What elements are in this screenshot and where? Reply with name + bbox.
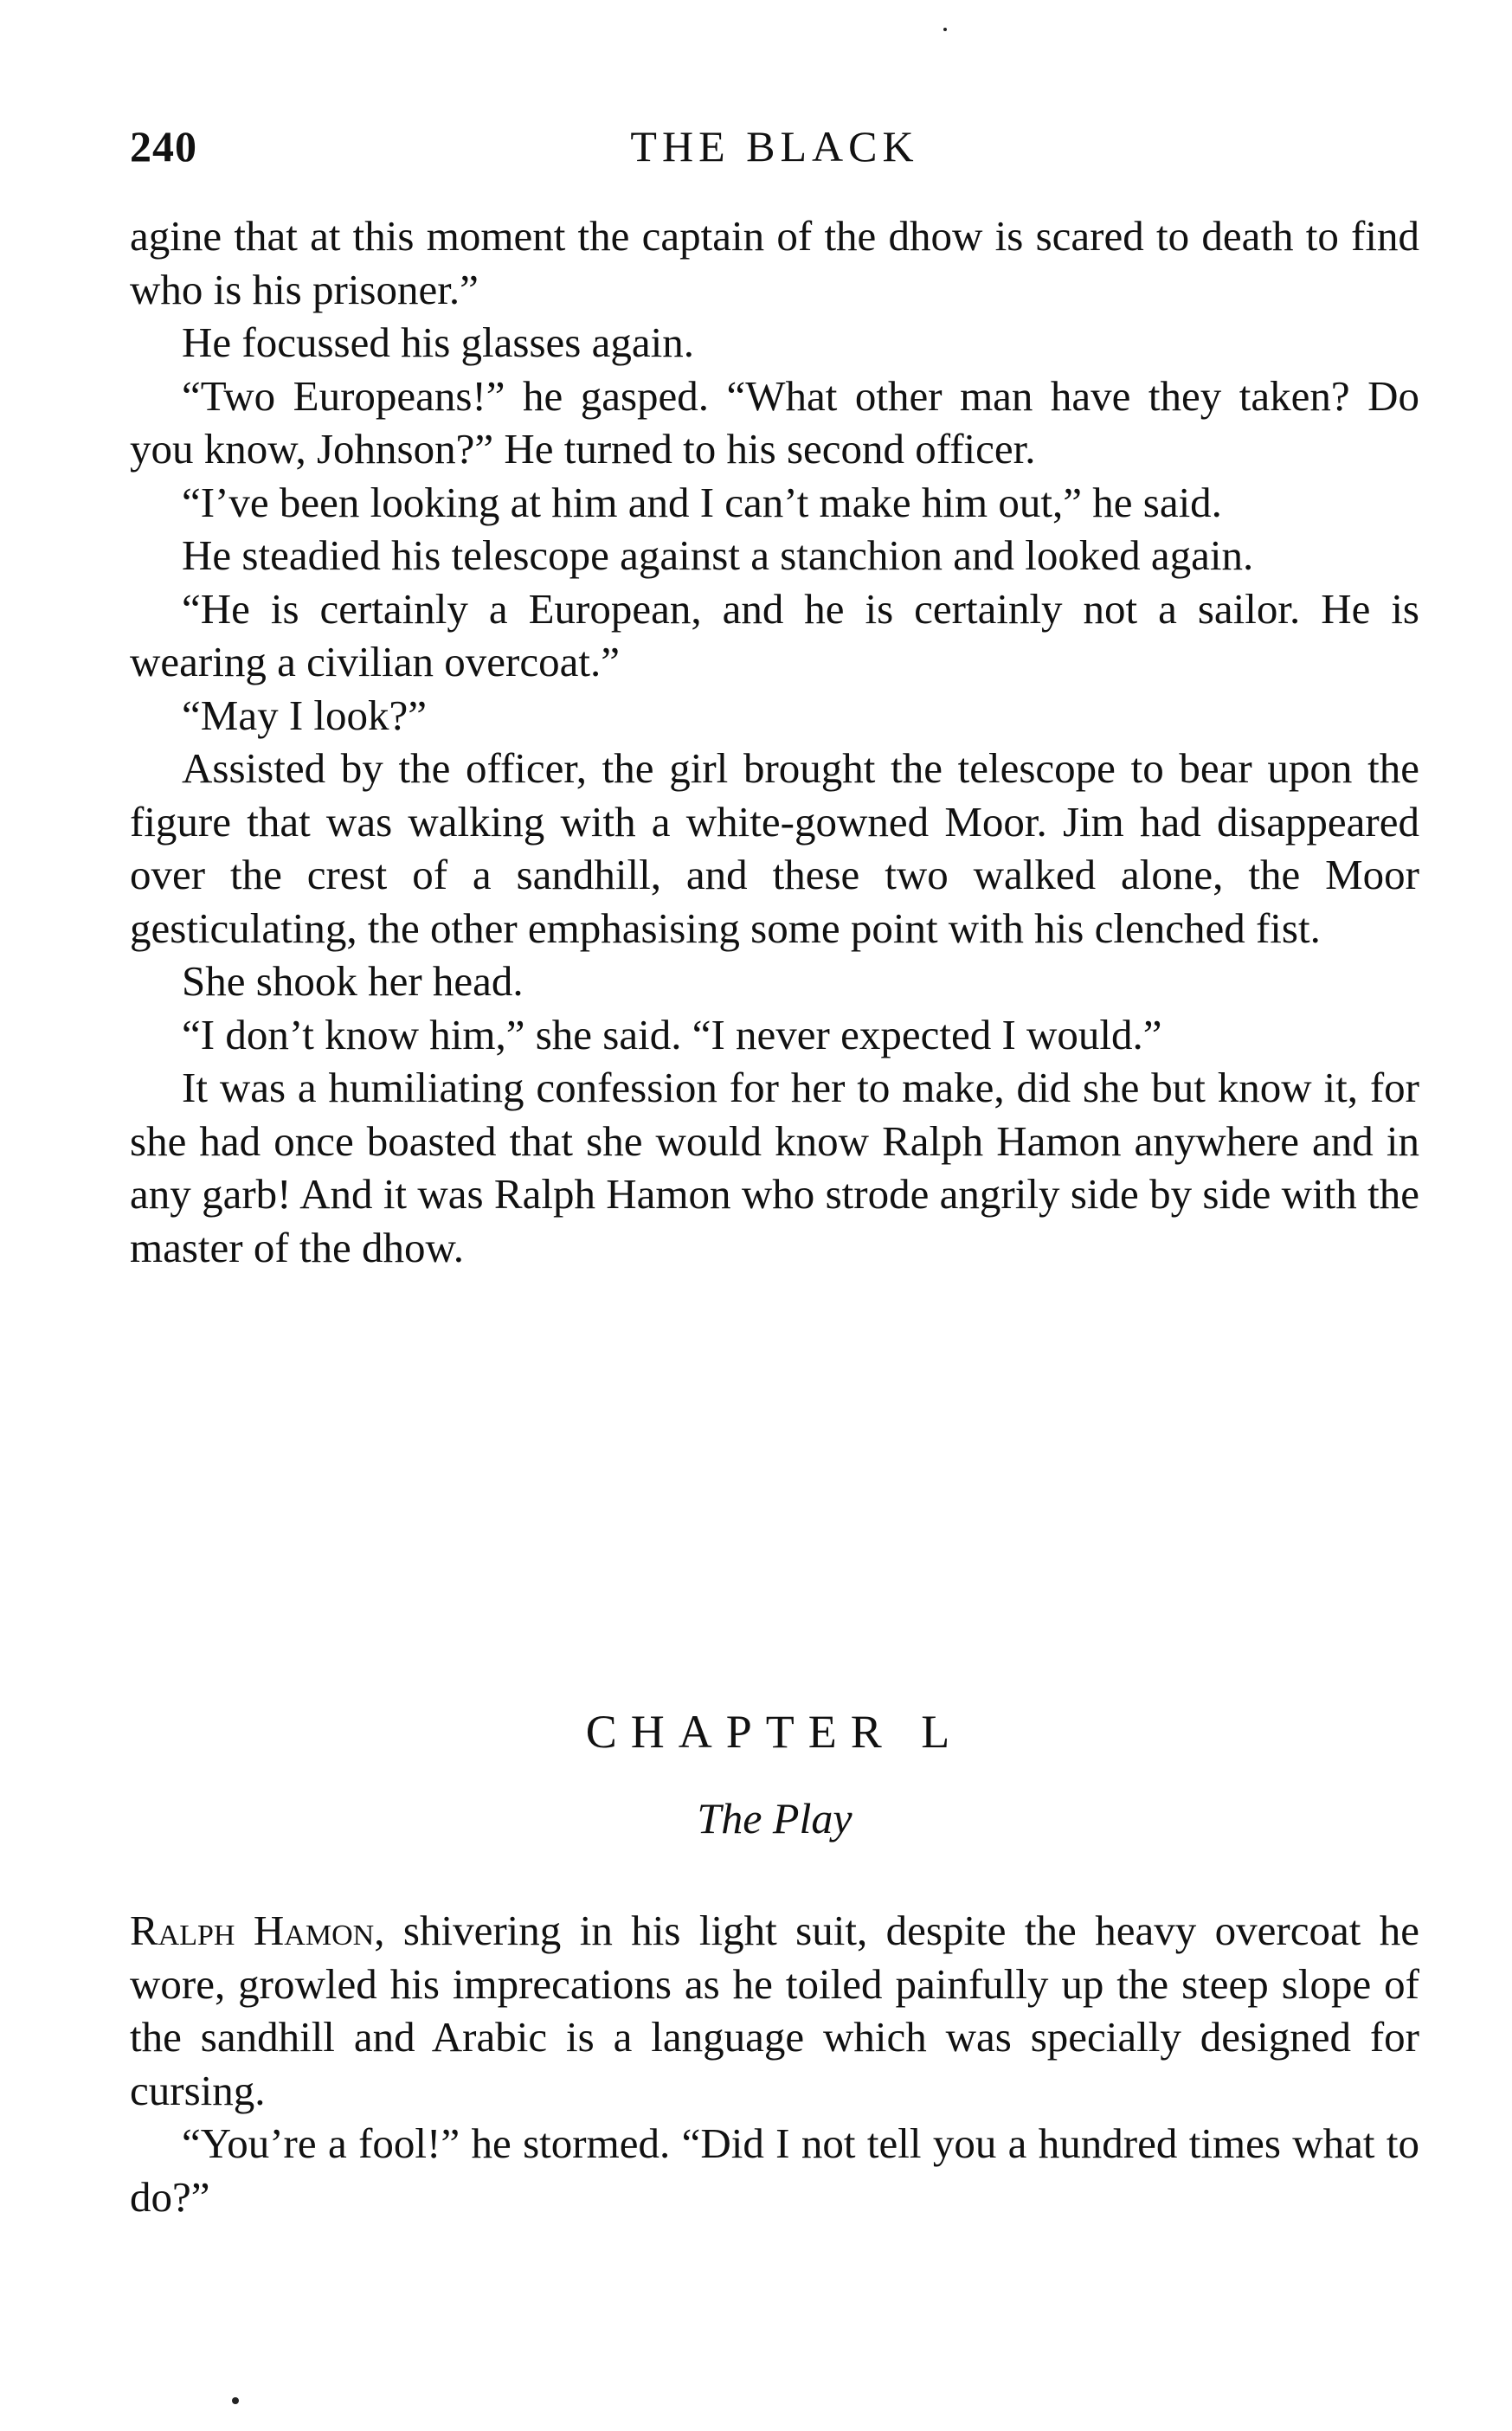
paragraph: He focussed his glasses again.: [182, 318, 694, 366]
paragraph: He steadied his telescope against a stanchion and looked again.: [182, 531, 1254, 579]
text-block-after-chapter: [130, 1904, 1419, 2223]
chapter-heading: CHAPTER L: [585, 1706, 964, 1758]
paragraph: She shook her head.: [182, 957, 524, 1005]
paragraph: “I’ve been looking at him and I can’t make him out,” he said.: [182, 478, 1222, 526]
paragraph: “I don’t know him,” she said. “I never expected I would.”: [182, 1010, 1162, 1058]
paragraph: “May I look?”: [182, 691, 427, 739]
paragraph: “You’re a fool!” he stormed. “Did I not tell you a hundred times what to do?”: [130, 2119, 1419, 2221]
print-speck: [943, 28, 947, 31]
running-head: [130, 121, 1419, 173]
opening-text: , shivering in his light suit, despite the heavy overcoat he wore, growled his imprecations as he toiled painfully up the steep slope of the sandhill and Arabic is a language which was specially designed for cursing.: [130, 1907, 1420, 2114]
paragraph: “He is certainly a European, and he is certainly not a sailor. He is wearing a civilian overcoat.”: [130, 584, 1419, 685]
running-title: THE BLACK: [630, 122, 919, 170]
paragraph: It was a humiliating confession for her to make, did she but know it, for she had once boasted that she would know Ralph Hamon anywhere and in any garb! And it was Ralph Hamon who strode angrily side by side with the master of the dhow.: [130, 1064, 1419, 1271]
page-number: 240: [130, 122, 197, 170]
paragraph: “Two Europeans!” he gasped. “What other man have they taken? Do you know, Johnson?” He turned to his second officer.: [130, 371, 1419, 473]
text-block-before-chapter: [130, 209, 1419, 1274]
paragraph: agine that at this moment the captain of the dhow is scared to death to find who is his prisoner.”: [130, 212, 1419, 313]
opening-name: Ralph Hamon: [130, 1907, 375, 1954]
print-speck: [232, 2397, 239, 2404]
paragraph: Assisted by the officer, the girl brought the telescope to bear upon the figure that was walking with a white-gowned Moor. Jim had disappeared over the crest of a sandhill, and these two walked alone, the Moor gesticulating, the other emphasising some point with his clenched fist.: [130, 744, 1419, 952]
chapter-opening-paragraph: [130, 1904, 1419, 2117]
chapter-subtitle: The Play: [697, 1794, 853, 1843]
